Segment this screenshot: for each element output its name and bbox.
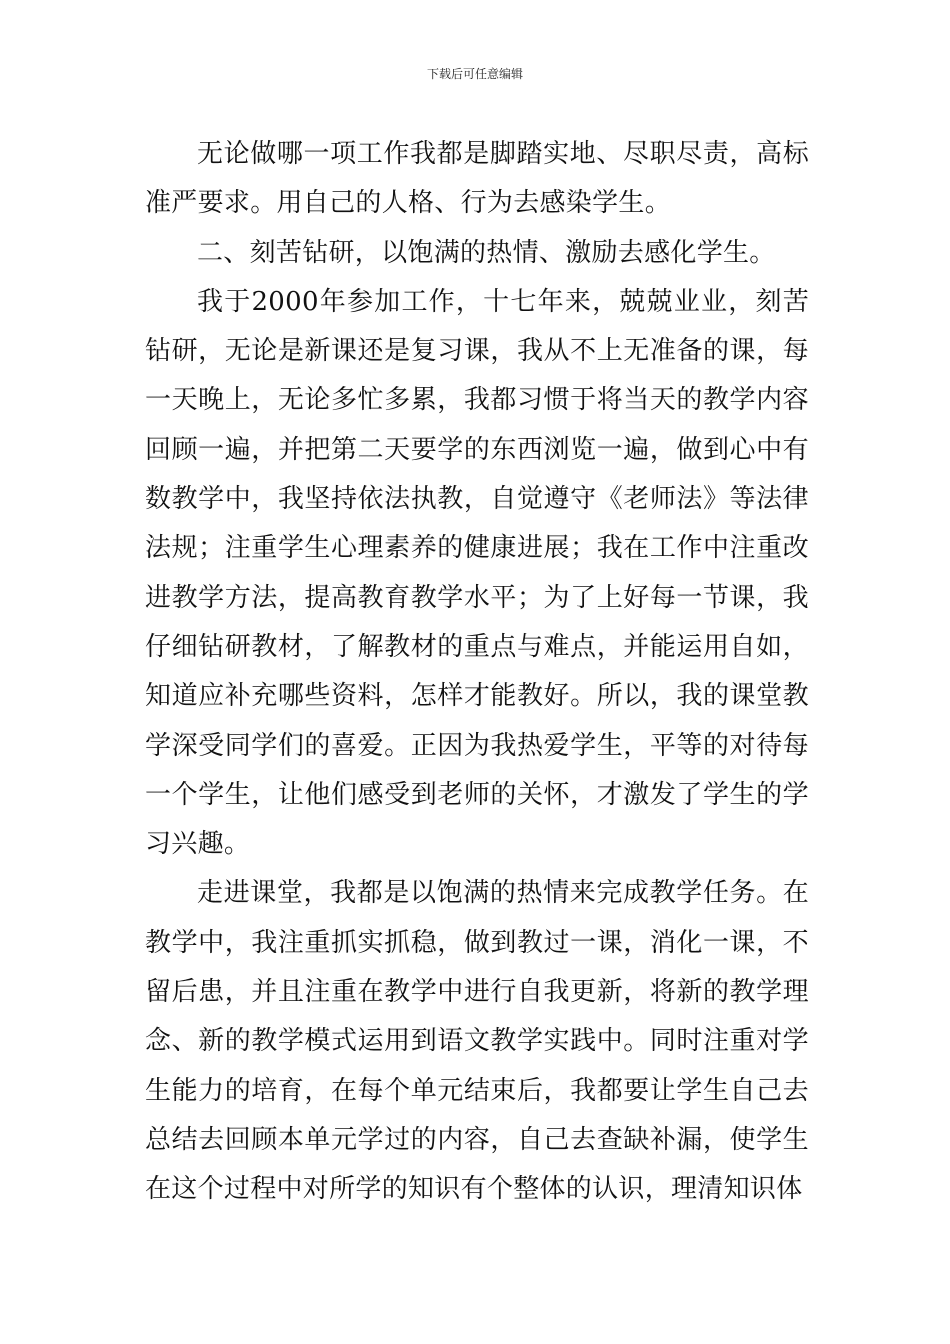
paragraph-1: 无论做哪一项工作我都是脚踏实地、尽职尽责，高标准严要求。用自己的人格、行为去感染学生。 [145,139,809,219]
page-header: 下载后可任意编辑 [426,67,523,81]
paragraph-4: 走进课堂，我都是以饱满的热情来完成教学任务。在教学中，我注重抓实抓稳，做到教过一课，消化一课，不留后患，并且注重在教学中进行自我更新，将新的教学理念、新的教学模式运用到语文教学实践中。同时注重对学生能力的培育，在每个单元结束后，我都要让学生自己去总结去回顾本单元学过的内容，自己去查缺补漏，使学生在这个过程中对所学的知识有个整体的认识，理清知识体 [145,878,809,1205]
document-body [145,130,809,1215]
paragraph-2-heading: 二、刻苦钻研，以饱满的热情、激励去感化学生。 [197,237,776,268]
paragraph-3: 我于2000年参加工作，十七年来，兢兢业业，刻苦钻研，无论是新课还是复习课，我从不上无准备的课，每一天晚上，无论多忙多累，我都习惯于将当天的教学内容回顾一遍，并把第二天要学的东西浏览一遍，做到心中有数教学中，我坚持依法执教，自觉遵守《老师法》等法律法规；注重学生心理素养的健康进展；我在工作中注重改进教学方法，提高教育教学水平；为了上好每一节课，我仔细钻研教材，了解教材的重点与难点，并能运用自如，知道应补充哪些资料，怎样才能教好。所以，我的课堂教学深受同学们的喜爱。正因为我热爱学生，平等的对待每一个学生，让他们感受到老师的关怀，才激发了学生的学习兴趣。 [145,286,809,860]
